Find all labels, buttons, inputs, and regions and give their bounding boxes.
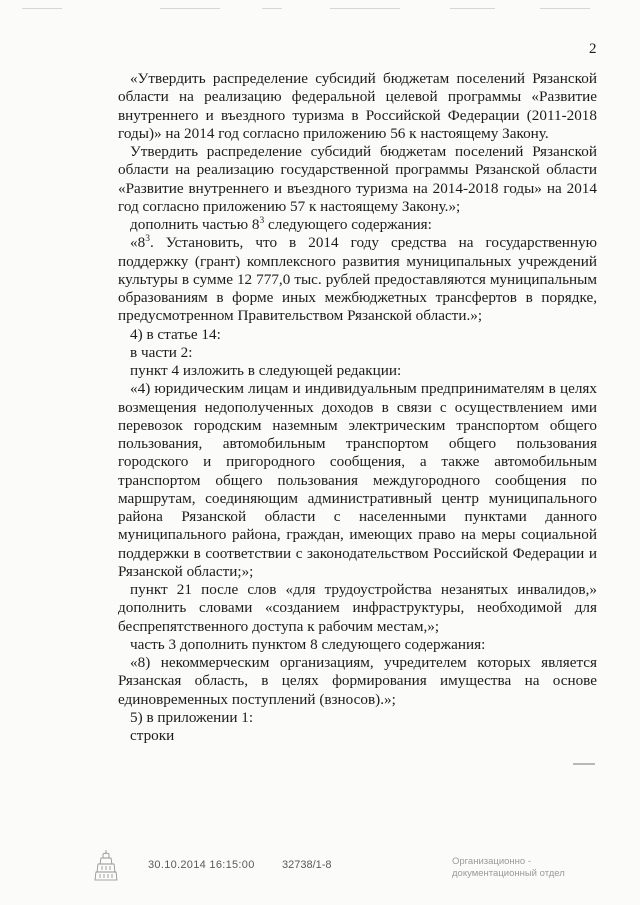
paragraph-item-8: «8) некоммерческим организациям, учредителем которых является Рязанская область, в целях формирования имущества на основе единовременных поступлений (взносов).»; bbox=[118, 654, 597, 708]
text-fragment: следующего содержания: bbox=[264, 216, 432, 233]
stamp-organization bbox=[452, 856, 565, 880]
text-fragment: . Установить, что в 2014 году средства на государственную поддержку (грант) комплексного развития муниципальных учреждений культуры в сумме 12 777,0 тыс. рублей предоставляются муниципальным образованиям в форме иных межбюджетных трансфертов в порядке, предусмотренном Правительством Рязанской области.»; bbox=[118, 234, 597, 325]
text-fragment: дополнить частью 8 bbox=[130, 216, 260, 233]
page-number: 2 bbox=[589, 41, 597, 57]
stamp-org-line: документационный отдел bbox=[452, 868, 565, 879]
paragraph-subsidy-federal: «Утвердить распределение субсидий бюджетам поселений Рязанской области на реализацию федеральной целевой программы «Развитие внутреннего и въездного туризма в Российской Федерации (2011-2018 годы)» на 2014 год согласно приложению 56 к настоящему Закону. bbox=[118, 70, 597, 142]
paragraph-part-2: в части 2: bbox=[130, 343, 193, 361]
paragraph-rows: строки bbox=[130, 727, 175, 744]
superscript: 3 bbox=[259, 216, 265, 226]
paragraph-item-21: пункт 21 после слов «для трудоустройства незанятых инвалидов,» дополнить словами «созданием инфраструктуры, необходимой для беспрепятственного доступа к рабочим местам,»; bbox=[118, 581, 597, 635]
document-body bbox=[118, 70, 597, 745]
emblem-icon bbox=[93, 848, 119, 882]
stamp-date: 30.10.2014 16:15:00 bbox=[148, 859, 255, 871]
scan-artifacts bbox=[0, 8, 640, 11]
paragraph-appendix-1: 5) в приложении 1: bbox=[130, 708, 254, 726]
paragraph-grant bbox=[118, 234, 597, 325]
paragraph-item-4-text: «4) юридическим лицам и индивидуальным предпринимателям в целях возмещения недополученных доходов в связи с осуществлением ими перевозок городским наземным электрическим транспортом общего пользования, автомобильным транспортом общего пользования городского и пригородного сообщения, а также автомобильным транспортом общего пользования междугородного сообщения по маршрутам, соединяющим административный центр муниципального района Рязанской области с населенными пунктами данного муниципального района, граждан, имеющих право на меры социальной поддержки в соответствии с законодательством Российской Федерации и Рязанской области;»; bbox=[118, 380, 597, 580]
paragraph-subsidy-regional: Утвердить распределение субсидий бюджетам поселений Рязанской области на реализацию государственной программы Рязанской области «Развитие внутреннего и въездного туризма на 2014-2018 годы» на 2014 год согласно приложению 57 к настоящему Закону.»; bbox=[118, 143, 597, 215]
paragraph-add-part bbox=[118, 216, 597, 234]
superscript: 3 bbox=[145, 234, 150, 245]
text-fragment: «8 bbox=[130, 234, 146, 252]
paragraph-article-14: 4) в статье 14: bbox=[130, 325, 221, 343]
stamp-org-line: Организационно - bbox=[452, 856, 532, 867]
footer-stamp bbox=[0, 856, 640, 886]
paragraph-item-4-intro: пункт 4 изложить в следующей редакции: bbox=[130, 362, 402, 379]
stamp-doc-number: 32738/1-8 bbox=[282, 859, 332, 871]
paragraph-part-3: часть 3 дополнить пунктом 8 следующего содержания: bbox=[130, 635, 486, 653]
scan-mark bbox=[573, 763, 595, 765]
